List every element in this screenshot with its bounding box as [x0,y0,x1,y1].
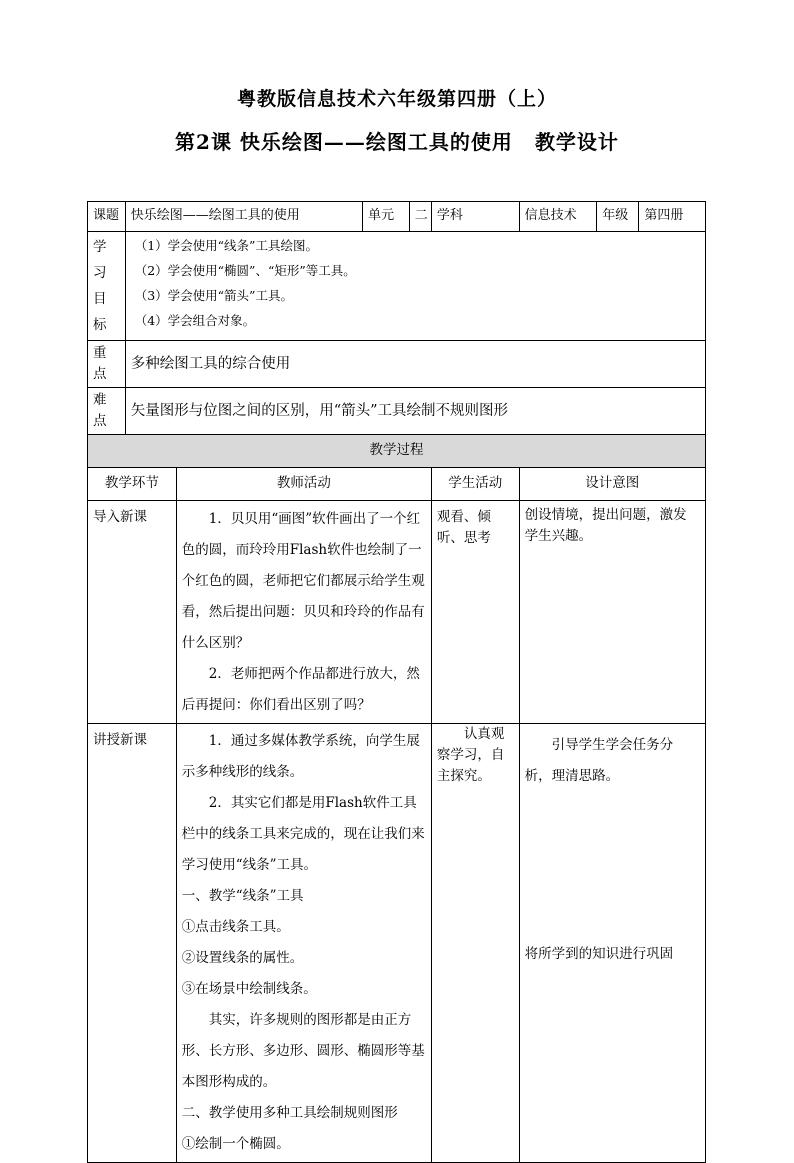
teacher-paragraph: 2．其实它们都是用Flash软件工具栏中的线条工具来完成的，现在让我们来学习使用“线条”工具。 [181,794,425,873]
teacher-paragraph: ①绘制一个椭圆。 [181,1135,290,1152]
document-title: 粤教版信息技术六年级第四册（上） [236,88,557,110]
new-lesson-design-intent [519,723,705,1162]
teacher-paragraph: ①点击线条工具。 [181,918,290,935]
lesson-subtitle [0,126,794,155]
lesson-subtitle-suffix: 教学设计 [534,130,619,154]
subject-label: 学科 [431,202,519,232]
intro-section-row [88,500,706,723]
topic-value: 快乐绘图——绘图工具的使用 [125,202,362,232]
design-intent-text: 引导学生学会任务分析，理清思路。 [524,736,674,784]
teacher-paragraph: ③在场景中绘制线条。 [181,980,317,997]
info-row [88,202,706,232]
teacher-paragraph: 其实，许多规则的图形都是由正方形、长方形、多边形、圆形、椭圆形等基本图形构成的。 [181,1011,425,1090]
grade-value: 第四册 [639,202,706,232]
difficulty-value: 矢量图形与位图之间的区别，用“箭头”工具绘制不规则图形 [125,387,705,434]
column-header-student: 学生活动 [431,467,519,500]
key-point-value: 多种绘图工具的综合使用 [125,341,705,388]
difficulty-label: 难点 [88,387,126,434]
unit-value: 二 [409,202,431,232]
teacher-paragraph: 二、教学使用多种工具绘制规则图形 [181,1104,398,1121]
column-header-teacher: 教师活动 [176,467,431,500]
column-header-intent: 设计意图 [519,467,705,500]
new-lesson-section-row [88,723,706,1162]
goal-item: （3）学会使用“箭头”工具。 [134,288,293,303]
difficulty-row [88,387,706,434]
lesson-plan-table [87,201,706,1163]
new-lesson-student-activity: 认真观察学习，自主探究。 [431,723,519,1162]
new-lesson-stage: 讲授新课 [88,723,177,1162]
grade-label: 年级 [597,202,639,232]
lesson-subtitle-main: 第2课 快乐绘图——绘图工具的使用 [175,130,513,154]
process-heading-row [88,434,706,467]
goals-label-line: 目标 [93,291,107,333]
topic-label: 课题 [88,202,126,232]
teacher-paragraph: ②设置线条的属性。 [181,949,304,966]
goal-item: （4）学会组合对象。 [134,313,256,328]
process-heading: 教学过程 [88,434,706,467]
goals-row [88,232,706,341]
teacher-paragraph: 一、教学“线条”工具 [181,887,304,904]
intro-teacher-activity [176,500,431,723]
intro-design-intent: 创设情境，提出问题，激发学生兴趣。 [519,500,705,723]
process-column-headers [88,467,706,500]
column-header-stage: 教学环节 [88,467,177,500]
goal-item: （2）学会使用“椭圆”、“矩形”等工具。 [134,263,356,278]
key-point-row [88,341,706,388]
goals-label-line: 学习 [93,239,107,281]
teacher-paragraph: 1．通过多媒体教学系统，向学生展示多种线形的线条。 [181,732,420,780]
teacher-paragraph: 1．贝贝用“画图”软件画出了一个红色的圆，而玲玲用Flash软件也绘制了一个红色的圆，老师把它们都展示给学生观看，然后提出问题：贝贝和玲玲的作品有什么区别？ [181,510,425,651]
subject-value: 信息技术 [519,202,597,232]
intro-stage: 导入新课 [88,500,177,723]
goals-list [125,232,705,341]
goal-item: （1）学会使用“线条”工具绘图。 [134,238,318,253]
goals-label [88,232,126,341]
teacher-paragraph: 2．老师把两个作品都进行放大，然后再提问：你们看出区别了吗？ [181,665,420,713]
new-lesson-teacher-activity [176,723,431,1162]
unit-label: 单元 [363,202,410,232]
intro-student-activity: 观看、倾听、思考 [431,500,519,723]
design-intent-text: 将所学到的知识进行巩固 [524,945,674,962]
key-point-label: 重点 [88,341,126,388]
